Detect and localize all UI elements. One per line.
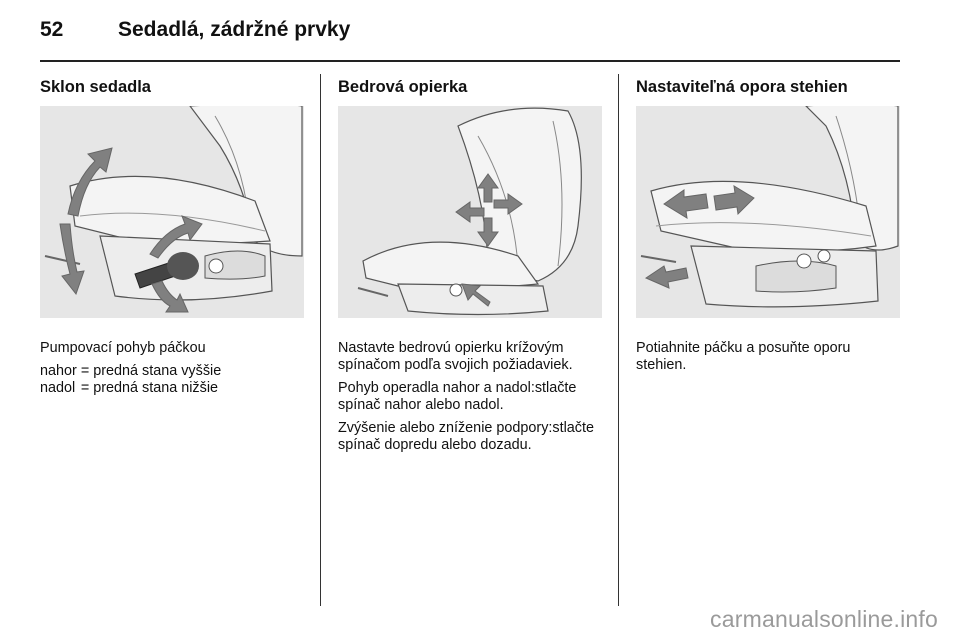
definition-separator: = (80, 363, 90, 379)
lumbar-text (338, 340, 606, 454)
section-thigh-support (636, 76, 904, 380)
definition-separator: = (80, 380, 90, 396)
seat-tilt-definitions (40, 363, 221, 397)
definition-term: nadol (40, 380, 76, 396)
thigh-support-text (636, 340, 904, 374)
paragraph: Potiahnite páčku a posuňte oporu stehien. (636, 340, 851, 373)
page-title: Sedadlá, zádržné prvky (118, 18, 351, 41)
definition-term: nahor (40, 363, 77, 379)
column-divider-2 (618, 74, 619, 606)
page-number: 52 (40, 18, 64, 41)
paragraph: Nastavte bedrovú opierku krížovým spínačom podľa svojich požiadaviek. (338, 340, 573, 373)
definition-row (40, 363, 221, 380)
section-lumbar-support (338, 76, 606, 460)
watermark: carmanualsonline.info (710, 606, 938, 632)
seat-tilt-illustration (40, 106, 304, 318)
definition-row (40, 380, 221, 397)
section-heading: Sklon sedadla (40, 78, 151, 96)
section-heading: Bedrová opierka (338, 78, 468, 96)
header-rule (40, 60, 900, 62)
paragraph: Zvýšenie alebo zníženie podpory:stlačte spínač dopredu alebo dozadu. (338, 420, 594, 453)
paragraph: Pohyb operadla nahor a nadol:stlačte spínač nahor alebo nadol. (338, 380, 577, 413)
page-header (40, 18, 900, 48)
section-seat-tilt (40, 76, 308, 397)
section-heading: Nastaviteľná opora stehien (636, 78, 848, 96)
lumbar-support-illustration (338, 106, 602, 318)
definition-description: predná stana vyššie (93, 363, 222, 379)
definition-description: predná stana nižšie (93, 380, 219, 396)
thigh-support-illustration (636, 106, 900, 318)
seat-tilt-intro: Pumpovací pohyb páčkou (40, 340, 206, 356)
column-divider-1 (320, 74, 321, 606)
